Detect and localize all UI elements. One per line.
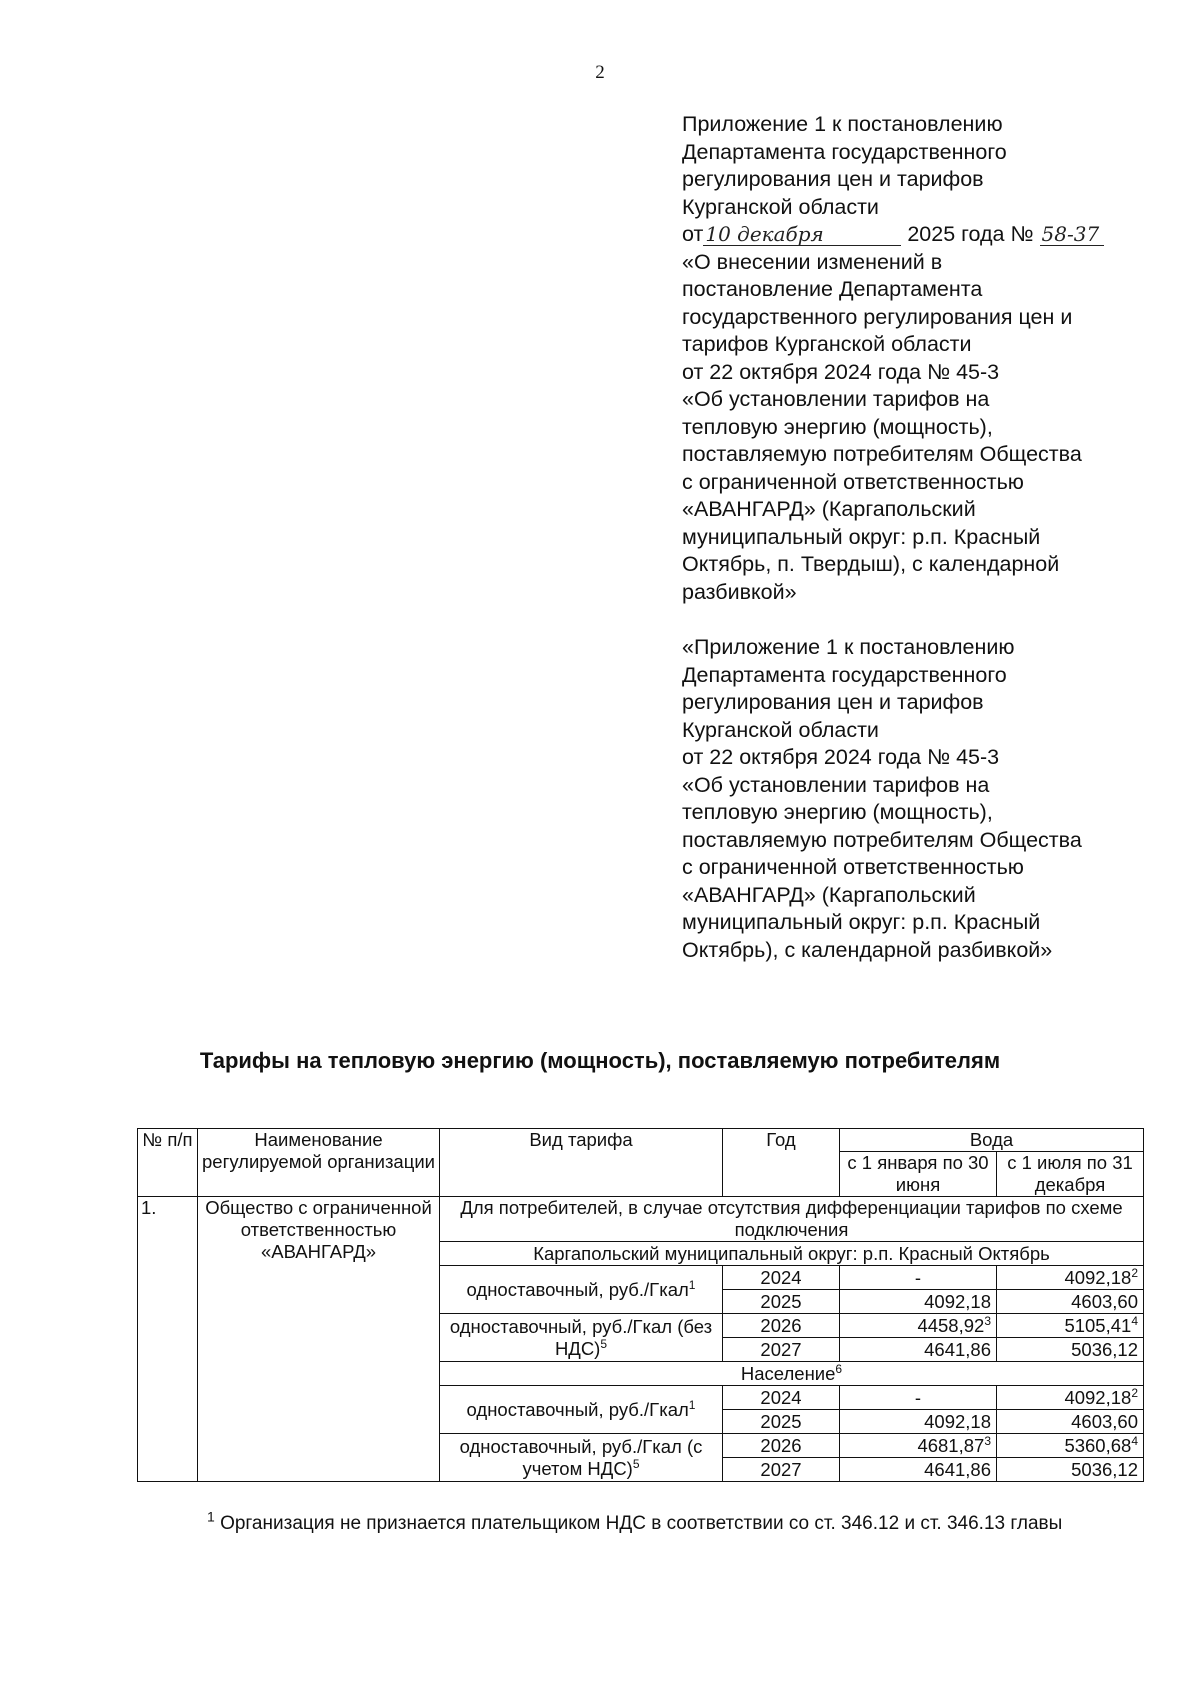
row-number: 1. [138,1197,198,1482]
appendix-1-line: тепловую энергию (мощность), [682,414,993,439]
appendix-1-line: «АВАНГАРД» (Каргапольский [682,497,976,521]
year-cell: 2025 [723,1290,840,1314]
appendix-1-line: с ограниченной ответственностью [682,469,1024,494]
header-num: № п/п [138,1129,198,1197]
appendix-1-line: регулирования цен и тарифов [682,167,984,191]
year-cell: 2024 [723,1266,840,1290]
date-prefix: от [682,222,704,246]
population-heading: Население$^6$ [440,1362,1144,1386]
appendix-2-line: «Приложение 1 к постановлению [682,635,1015,659]
tariff-type-cell: одноставочный, руб./Гкал$^1$ [440,1266,723,1314]
tariff-type-cell: одноставочный, руб./Гкал (без НДС)$^5$ [440,1314,723,1362]
appendix-1-line: государственного регулирования цен и [682,304,1073,329]
header-tariff-type: Вид тарифа [440,1129,723,1197]
value-cell: - [840,1266,997,1290]
appendix-1-header [682,111,1182,606]
tariff-type-cell: одноставочный, руб./Гкал (с учетом НДС)$^5$ [440,1434,723,1482]
table-title: Тарифы на тепловую энергию (мощность), поставляемую потребителям [199,1048,1001,1073]
appendix-2-line: «Об установлении тарифов на [682,772,990,797]
footnote [207,1508,1167,1535]
appendix-2-line: Октябрь), с календарной разбивкой» [682,937,1053,962]
value-cell: 5360,68$^4$ [997,1434,1144,1458]
year-cell: 2027 [723,1458,840,1482]
value-cell: 4681,87$^3$ [840,1434,997,1458]
year-text: 2025 года № [907,222,1034,246]
value-cell: 5036,12 [997,1338,1144,1362]
appendix-1-line: поставляемую потребителям Общества [682,442,1082,466]
appendix-2-line: поставляемую потребителям Общества [682,827,1082,852]
header-year: Год [723,1129,840,1197]
table-row [138,1197,1144,1242]
appendix-1-line: разбивкой» [682,579,797,604]
value-cell: 4092,18 [840,1410,997,1434]
appendix-1-date-line [682,221,1182,249]
appendix-1-line: Курганской области [682,194,879,219]
organization-name: Общество с ограниченной ответственностью «АВАНГАРД» [198,1197,440,1482]
year-cell: 2026 [723,1434,840,1458]
appendix-2-line: Департамента государственного [682,662,1007,687]
header-row [138,1129,1144,1152]
header-water: Вода [840,1129,1144,1152]
appendix-1-line: Приложение 1 к постановлению [682,112,1003,136]
appendix-1-line: муниципальный округ: р.п. Красный [682,524,1041,549]
appendix-1-line: от 22 октября 2024 года № 45-3 [682,359,1000,384]
value-cell: 4092,18$^2$ [997,1266,1144,1290]
section-all-consumers: Для потребителей, в случае отсутствия дифференциации тарифов по схеме подключения [440,1197,1144,1242]
value-cell: 5105,41$^4$ [997,1314,1144,1338]
appendix-2-line: муниципальный округ: р.п. Красный [682,910,1041,934]
year-cell: 2027 [723,1338,840,1362]
appendix-1-line: тарифов Курганской области [682,332,972,356]
appendix-2-line: от 22 октября 2024 года № 45-3 [682,745,1000,769]
district-heading: Каргапольский муниципальный округ: р.п. Красный Октябрь [440,1242,1144,1266]
value-cell: 4603,60 [997,1290,1144,1314]
footnote-text: Организация не признается плательщиком НДС в соответствии со ст. 346.12 и ст. 346.13 главы [220,1513,1063,1534]
footnote-marker: 1 [207,1508,215,1525]
year-cell: 2025 [723,1410,840,1434]
appendix-2-line: регулирования цен и тарифов [682,690,984,714]
value-cell: 4603,60 [997,1410,1144,1434]
value-cell: 4641,86 [840,1458,997,1482]
tariff-table [137,1128,1144,1482]
appendix-1-line: постановление Департамента [682,277,983,301]
year-cell: 2024 [723,1386,840,1410]
value-cell: 4092,18 [840,1290,997,1314]
value-cell: 5036,12 [997,1458,1144,1482]
appendix-1-line: «О внесении изменений в [682,249,943,274]
value-cell: 4092,18$^2$ [997,1386,1144,1410]
value-cell: 4458,92$^3$ [840,1314,997,1338]
appendix-2-line: тепловую энергию (мощность), [682,800,993,824]
appendix-2-header [682,634,1182,964]
header-period-2: с 1 июля по 31 декабря [997,1152,1144,1197]
tariff-type-cell: одноставочный, руб./Гкал$^1$ [440,1386,723,1434]
value-cell: 4641,86 [840,1338,997,1362]
header-organization: Наименование регулируемой организации [198,1129,440,1197]
appendix-2-line: Курганской области [682,717,879,742]
handwritten-number: 58-37 [1040,223,1104,246]
year-cell: 2026 [723,1314,840,1338]
appendix-1-line: «Об установлении тарифов на [682,387,990,411]
appendix-1-line: Октябрь, п. Твердыш), с календарной [682,552,1060,576]
appendix-2-line: с ограниченной ответственностью [682,855,1024,879]
page-number: 2 [595,62,605,83]
handwritten-date: 10 декабря [703,223,901,246]
appendix-1-line: Департамента государственного [682,139,1007,164]
value-cell: - [840,1386,997,1410]
header-period-1: с 1 января по 30 июня [840,1152,997,1197]
appendix-2-line: «АВАНГАРД» (Каргапольский [682,882,976,907]
